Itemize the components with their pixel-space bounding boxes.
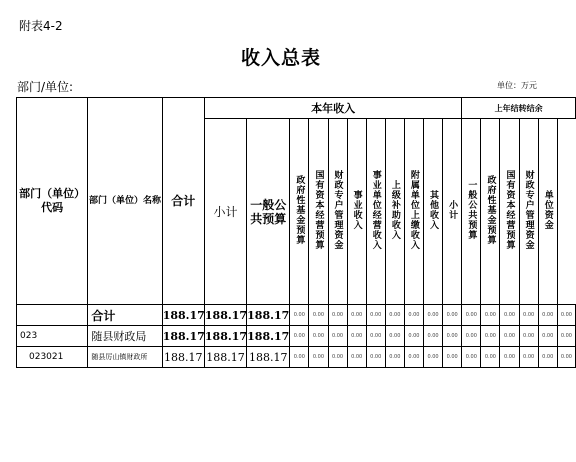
row-code: 023021 xyxy=(17,347,88,368)
row-zero-value: 0.00 xyxy=(404,347,423,368)
row-total: 188.17 xyxy=(162,326,204,347)
document-code: 附表4-2 xyxy=(19,19,63,33)
row-zero-value: 0.00 xyxy=(290,326,309,347)
row-zero-value: 0.00 xyxy=(500,305,519,326)
table-row xyxy=(17,347,576,368)
unit-label: 单位：万元 xyxy=(497,81,537,90)
carryover-state-capital-header: 国有资本经营预算 xyxy=(500,119,519,305)
current-superior-subsidy-header: 上级补助收入 xyxy=(385,119,404,305)
row-zero-value: 0.00 xyxy=(385,326,404,347)
col-total-header: 合计 xyxy=(162,98,204,305)
carryover-special-account-header: 财政专户管理资金 xyxy=(519,119,538,305)
row-subtotal: 188.17 xyxy=(204,347,246,368)
department-label: 部门/单位: xyxy=(17,80,74,94)
row-zero-value: 0.00 xyxy=(557,305,575,326)
table-row xyxy=(17,305,576,326)
row-zero-value: 0.00 xyxy=(519,347,538,368)
row-name: 合计 xyxy=(88,305,162,326)
row-zero-value: 0.00 xyxy=(519,326,538,347)
row-zero-value: 0.00 xyxy=(481,305,500,326)
row-general-budget: 188.17 xyxy=(247,305,290,326)
current-general-budget-header: 一般公共预算 xyxy=(247,119,290,305)
row-subtotal: 188.17 xyxy=(204,305,246,326)
row-total: 188.17 xyxy=(162,347,204,368)
row-zero-value: 0.00 xyxy=(443,305,462,326)
row-zero-value: 0.00 xyxy=(462,326,481,347)
carryover-unit-funds-header: 单位资金 xyxy=(538,119,557,305)
row-general-budget: 188.17 xyxy=(247,326,290,347)
row-zero-value: 0.00 xyxy=(290,305,309,326)
current-other-income-header: 其他收入 xyxy=(423,119,442,305)
row-name: 随县财政局 xyxy=(88,326,162,347)
carryover-general-budget-header: 一般公共预算 xyxy=(462,119,481,305)
row-zero-value: 0.00 xyxy=(309,305,328,326)
row-general-budget: 188.17 xyxy=(247,347,290,368)
current-gov-fund-header: 政府性基金预算 xyxy=(290,119,309,305)
row-zero-value: 0.00 xyxy=(557,326,575,347)
row-zero-value: 0.00 xyxy=(290,347,309,368)
col-name-header: 部门（单位）名称 xyxy=(88,98,162,305)
page-title: 收入总表 xyxy=(240,47,321,69)
row-zero-value: 0.00 xyxy=(443,347,462,368)
table-row xyxy=(17,326,576,347)
row-zero-value: 0.00 xyxy=(404,305,423,326)
row-zero-value: 0.00 xyxy=(443,326,462,347)
carryover-gov-fund-header: 政府性基金预算 xyxy=(481,119,500,305)
row-code xyxy=(17,305,88,326)
row-zero-value: 0.00 xyxy=(423,347,442,368)
row-zero-value: 0.00 xyxy=(347,326,366,347)
row-zero-value: 0.00 xyxy=(328,326,347,347)
row-zero-value: 0.00 xyxy=(538,347,557,368)
row-name: 随县厉山镇财政所 xyxy=(88,347,162,368)
header-row-groups xyxy=(17,98,576,119)
current-business-income-header: 事业收入 xyxy=(347,119,366,305)
row-zero-value: 0.00 xyxy=(557,347,575,368)
row-code: 023 xyxy=(17,326,88,347)
row-zero-value: 0.00 xyxy=(500,326,519,347)
row-zero-value: 0.00 xyxy=(366,305,385,326)
current-state-capital-header: 国有资本经营预算 xyxy=(309,119,328,305)
current-special-account-header: 财政专户管理资金 xyxy=(328,119,347,305)
current-subtotal-header: 小计 xyxy=(204,119,246,305)
row-zero-value: 0.00 xyxy=(519,305,538,326)
carryover-subtotal-header: 小计 xyxy=(443,119,462,305)
row-subtotal: 188.17 xyxy=(204,326,246,347)
row-total: 188.17 xyxy=(162,305,204,326)
row-zero-value: 0.00 xyxy=(309,326,328,347)
row-zero-value: 0.00 xyxy=(347,305,366,326)
row-zero-value: 0.00 xyxy=(462,347,481,368)
row-zero-value: 0.00 xyxy=(538,305,557,326)
row-zero-value: 0.00 xyxy=(385,347,404,368)
row-zero-value: 0.00 xyxy=(385,305,404,326)
row-zero-value: 0.00 xyxy=(366,347,385,368)
row-zero-value: 0.00 xyxy=(423,305,442,326)
current-business-unit-operating-header: 事业单位经营收入 xyxy=(366,119,385,305)
row-zero-value: 0.00 xyxy=(481,347,500,368)
row-zero-value: 0.00 xyxy=(309,347,328,368)
row-zero-value: 0.00 xyxy=(328,347,347,368)
row-zero-value: 0.00 xyxy=(481,326,500,347)
row-zero-value: 0.00 xyxy=(404,326,423,347)
income-summary-table xyxy=(16,97,576,368)
group-current-year-header: 本年收入 xyxy=(204,98,461,119)
current-affiliated-unit-header: 附属单位上缴收入 xyxy=(404,119,423,305)
row-zero-value: 0.00 xyxy=(462,305,481,326)
row-zero-value: 0.00 xyxy=(366,326,385,347)
col-code-header: 部门（单位）代码 xyxy=(17,98,88,305)
row-zero-value: 0.00 xyxy=(538,326,557,347)
group-carryover-header: 上年结转结余 xyxy=(462,98,576,119)
row-zero-value: 0.00 xyxy=(500,347,519,368)
row-zero-value: 0.00 xyxy=(347,347,366,368)
row-zero-value: 0.00 xyxy=(328,305,347,326)
row-zero-value: 0.00 xyxy=(423,326,442,347)
